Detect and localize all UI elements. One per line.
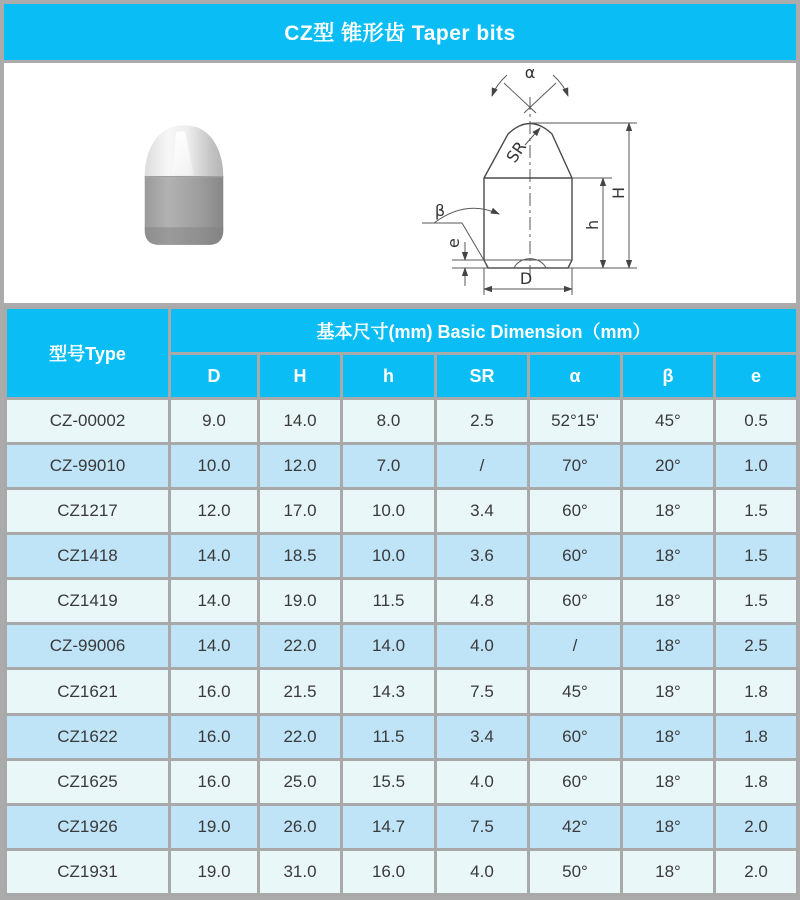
value-cell-alpha: 50° <box>529 849 622 894</box>
value-cell-H: 14.0 <box>259 399 342 444</box>
value-cell-SR: 2.5 <box>436 399 529 444</box>
taper-bit-photo <box>130 115 238 253</box>
value-cell-h: 8.0 <box>342 399 436 444</box>
value-cell-SR: 4.0 <box>436 624 529 669</box>
H-label: H <box>609 186 628 199</box>
value-cell-SR: 3.6 <box>436 534 529 579</box>
value-cell-beta: 18° <box>622 579 715 624</box>
value-cell-alpha: 60° <box>529 489 622 534</box>
value-cell-h: 14.7 <box>342 804 436 849</box>
value-cell-beta: 18° <box>622 489 715 534</box>
value-cell-beta: 20° <box>622 444 715 489</box>
value-cell-e: 2.0 <box>715 849 798 894</box>
table-row <box>6 399 798 444</box>
sr-arrow <box>525 128 540 145</box>
value-cell-D: 12.0 <box>170 489 259 534</box>
table-head <box>6 308 798 399</box>
value-cell-D: 16.0 <box>170 669 259 714</box>
value-cell-H: 12.0 <box>259 444 342 489</box>
value-cell-beta: 18° <box>622 714 715 759</box>
value-cell-H: 17.0 <box>259 489 342 534</box>
col-header-e: e <box>715 354 798 399</box>
table-row <box>6 579 798 624</box>
table-row <box>6 669 798 714</box>
value-cell-alpha: 60° <box>529 759 622 804</box>
table-row <box>6 714 798 759</box>
value-cell-h: 10.0 <box>342 489 436 534</box>
value-cell-h: 11.5 <box>342 714 436 759</box>
value-cell-SR: 7.5 <box>436 804 529 849</box>
table-body <box>6 399 798 895</box>
value-cell-SR: 4.8 <box>436 579 529 624</box>
value-cell-beta: 18° <box>622 669 715 714</box>
value-cell-h: 10.0 <box>342 534 436 579</box>
type-cell: CZ1926 <box>6 804 170 849</box>
value-cell-e: 2.0 <box>715 804 798 849</box>
value-cell-D: 10.0 <box>170 444 259 489</box>
value-cell-h: 14.3 <box>342 669 436 714</box>
type-cell: CZ1418 <box>6 534 170 579</box>
D-label: D <box>519 269 533 288</box>
table-row <box>6 849 798 894</box>
col-header-SR: SR <box>436 354 529 399</box>
value-cell-H: 22.0 <box>259 624 342 669</box>
type-cell: CZ1931 <box>6 849 170 894</box>
value-cell-e: 1.8 <box>715 669 798 714</box>
value-cell-SR: 7.5 <box>436 669 529 714</box>
h-label: h <box>583 219 602 230</box>
value-cell-H: 19.0 <box>259 579 342 624</box>
value-cell-e: 2.5 <box>715 624 798 669</box>
value-cell-alpha: 45° <box>529 669 622 714</box>
value-cell-alpha: 60° <box>529 534 622 579</box>
value-cell-alpha: 60° <box>529 579 622 624</box>
type-cell: CZ1621 <box>6 669 170 714</box>
page-title: CZ型 锥形齿 Taper bits <box>284 22 516 45</box>
type-column-header: 型号Type <box>6 308 170 399</box>
table-row <box>6 624 798 669</box>
value-cell-D: 19.0 <box>170 849 259 894</box>
value-cell-beta: 18° <box>622 534 715 579</box>
value-cell-D: 16.0 <box>170 714 259 759</box>
value-cell-H: 21.5 <box>259 669 342 714</box>
sr-label: SR <box>502 137 531 167</box>
col-header-beta: β <box>622 354 715 399</box>
alpha-label: α <box>524 63 536 82</box>
bit-profile <box>484 124 572 269</box>
image-section <box>4 63 796 303</box>
type-cell: CZ1217 <box>6 489 170 534</box>
value-cell-beta: 45° <box>622 399 715 444</box>
value-cell-beta: 18° <box>622 759 715 804</box>
value-cell-SR: 3.4 <box>436 714 529 759</box>
value-cell-h: 14.0 <box>342 624 436 669</box>
col-header-D: D <box>170 354 259 399</box>
value-cell-e: 1.5 <box>715 534 798 579</box>
value-cell-alpha: / <box>529 624 622 669</box>
value-cell-H: 18.5 <box>259 534 342 579</box>
spec-table <box>4 306 799 896</box>
table-row <box>6 804 798 849</box>
col-header-alpha: α <box>529 354 622 399</box>
type-cell: CZ-99006 <box>6 624 170 669</box>
value-cell-h: 11.5 <box>342 579 436 624</box>
type-cell: CZ1622 <box>6 714 170 759</box>
value-cell-e: 1.5 <box>715 489 798 534</box>
value-cell-H: 31.0 <box>259 849 342 894</box>
value-cell-H: 26.0 <box>259 804 342 849</box>
table-row <box>6 444 798 489</box>
alpha-arrow-right <box>553 75 568 96</box>
beta-label: β <box>434 201 446 220</box>
value-cell-D: 14.0 <box>170 534 259 579</box>
col-header-h: h <box>342 354 436 399</box>
type-cell: CZ1419 <box>6 579 170 624</box>
type-cell: CZ-00002 <box>6 399 170 444</box>
value-cell-alpha: 42° <box>529 804 622 849</box>
group-header-row <box>6 308 798 354</box>
value-cell-beta: 18° <box>622 849 715 894</box>
value-cell-e: 1.0 <box>715 444 798 489</box>
taper-bit-drawing <box>404 63 796 303</box>
value-cell-h: 7.0 <box>342 444 436 489</box>
type-cell: CZ-99010 <box>6 444 170 489</box>
value-cell-D: 14.0 <box>170 624 259 669</box>
value-cell-h: 16.0 <box>342 849 436 894</box>
col-header-H: H <box>259 354 342 399</box>
dimensions-group-header: 基本尺寸(mm) Basic Dimension（mm） <box>170 308 798 354</box>
value-cell-D: 14.0 <box>170 579 259 624</box>
value-cell-H: 25.0 <box>259 759 342 804</box>
bit-bottom-band <box>145 227 224 245</box>
alpha-arrow-left <box>492 75 507 96</box>
value-cell-alpha: 52°15' <box>529 399 622 444</box>
value-cell-alpha: 60° <box>529 714 622 759</box>
value-cell-e: 1.8 <box>715 714 798 759</box>
value-cell-beta: 18° <box>622 624 715 669</box>
type-cell: CZ1625 <box>6 759 170 804</box>
value-cell-h: 15.5 <box>342 759 436 804</box>
value-cell-e: 1.5 <box>715 579 798 624</box>
value-cell-H: 22.0 <box>259 714 342 759</box>
value-cell-e: 1.8 <box>715 759 798 804</box>
value-cell-D: 16.0 <box>170 759 259 804</box>
value-cell-SR: 4.0 <box>436 759 529 804</box>
value-cell-alpha: 70° <box>529 444 622 489</box>
title-bar <box>4 4 796 60</box>
table-row <box>6 489 798 534</box>
table-row <box>6 759 798 804</box>
table-row <box>6 534 798 579</box>
value-cell-SR: / <box>436 444 529 489</box>
table-section <box>4 306 796 896</box>
value-cell-e: 0.5 <box>715 399 798 444</box>
value-cell-beta: 18° <box>622 804 715 849</box>
e-label: e <box>444 238 463 248</box>
value-cell-SR: 3.4 <box>436 489 529 534</box>
value-cell-SR: 4.0 <box>436 849 529 894</box>
value-cell-D: 9.0 <box>170 399 259 444</box>
value-cell-D: 19.0 <box>170 804 259 849</box>
